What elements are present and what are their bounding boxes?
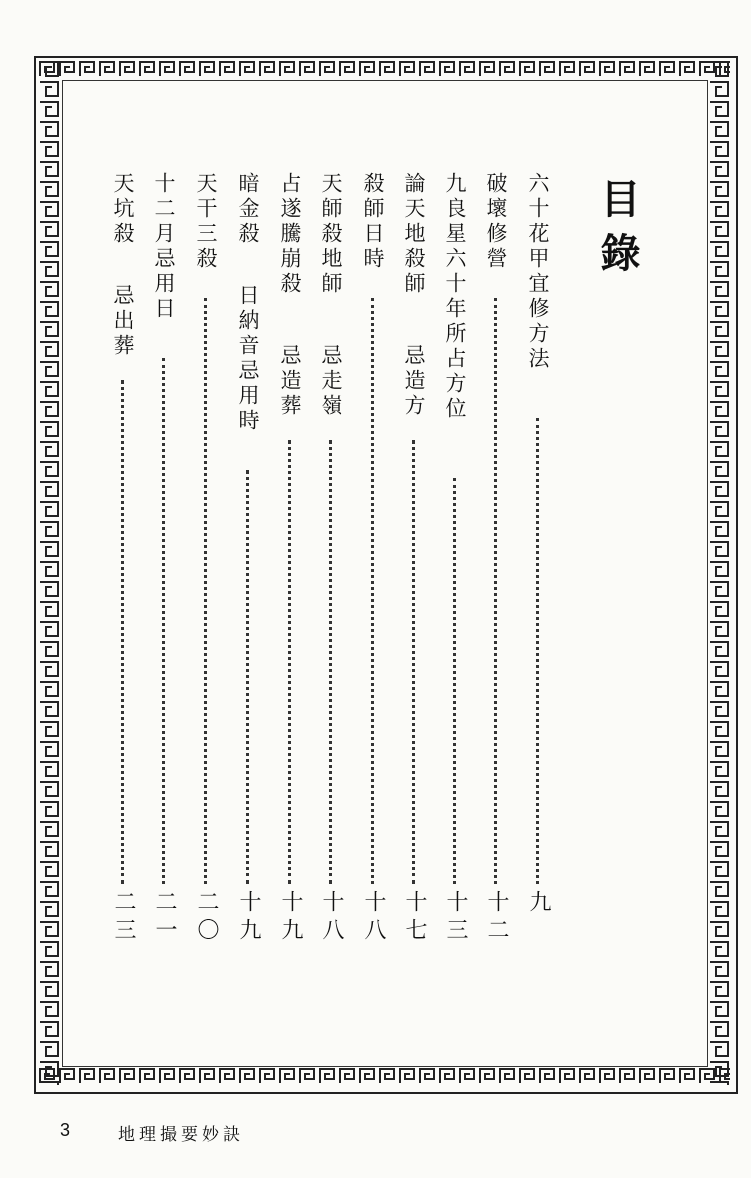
toc-entry bbox=[110, 172, 136, 952]
toc-entry-title: 天師殺地師 bbox=[319, 172, 343, 297]
toc-entry-note: 日納音忌用時 bbox=[236, 284, 260, 434]
toc-entry-page: 十九 bbox=[278, 890, 303, 946]
toc-entry-title: 天干三殺 bbox=[194, 172, 218, 272]
toc-entry bbox=[483, 172, 509, 952]
toc-entry-page: 二〇 bbox=[194, 890, 219, 946]
leader-dots bbox=[412, 440, 415, 884]
leader-dots bbox=[329, 440, 332, 884]
toc-entry-title: 破壞修營 bbox=[484, 172, 508, 272]
toc-entry-title: 殺師日時 bbox=[361, 172, 385, 272]
leader-dots bbox=[204, 298, 207, 884]
fret-border-right bbox=[708, 60, 730, 1085]
toc-entry-page: 九 bbox=[526, 890, 551, 918]
toc-entry-title: 九良星六十年所占方位 bbox=[443, 172, 467, 422]
toc-entry bbox=[442, 172, 468, 952]
toc-entry-page: 二一 bbox=[152, 890, 177, 946]
leader-dots bbox=[162, 358, 165, 884]
toc-entry-note: 忌造方 bbox=[402, 344, 426, 419]
leader-dots bbox=[371, 298, 374, 884]
toc-entry-title: 占遂騰崩殺 bbox=[278, 172, 302, 297]
leader-dots bbox=[121, 380, 124, 884]
leader-dots bbox=[246, 470, 249, 884]
toc-entry bbox=[277, 172, 303, 952]
toc-entry-page: 十二 bbox=[484, 890, 509, 946]
toc-entry bbox=[193, 172, 219, 952]
toc-entry-page: 十九 bbox=[236, 890, 261, 946]
leader-dots bbox=[453, 478, 456, 884]
page-title: 目錄 bbox=[594, 178, 641, 286]
toc-entry-page: 十八 bbox=[361, 890, 386, 946]
toc-entry-note: 忌造葬 bbox=[278, 344, 302, 419]
toc-entry-page: 二三 bbox=[111, 890, 136, 946]
toc-entry-title: 天坑殺 bbox=[111, 172, 135, 247]
toc-entry-title: 論天地殺師 bbox=[402, 172, 426, 297]
toc-entry bbox=[235, 172, 261, 952]
toc-entry bbox=[151, 172, 177, 952]
page-number: 3 bbox=[60, 1120, 71, 1140]
fret-border-top bbox=[38, 60, 730, 78]
toc-entry bbox=[525, 172, 551, 952]
toc-entry bbox=[401, 172, 427, 952]
leader-dots bbox=[536, 418, 539, 884]
book-title: 地理撮要妙訣 bbox=[118, 1125, 244, 1145]
leader-dots bbox=[288, 440, 291, 884]
leader-dots bbox=[494, 298, 497, 884]
toc-entry bbox=[318, 172, 344, 952]
toc-entry-page: 十三 bbox=[443, 890, 468, 946]
toc-entry-title: 六十花甲宜修方法 bbox=[526, 172, 550, 372]
toc-entry-title: 暗金殺 bbox=[236, 172, 260, 247]
toc-entry bbox=[360, 172, 386, 952]
fret-border-left bbox=[38, 60, 60, 1085]
toc-entry-note: 忌走嶺 bbox=[319, 344, 343, 419]
toc-entry-page: 十七 bbox=[402, 890, 427, 946]
toc-entry-page: 十八 bbox=[319, 890, 344, 946]
fret-border-bottom bbox=[38, 1067, 730, 1085]
toc-entry-title: 十二月忌用日 bbox=[152, 172, 176, 322]
toc-entry-note: 忌出葬 bbox=[111, 284, 135, 359]
